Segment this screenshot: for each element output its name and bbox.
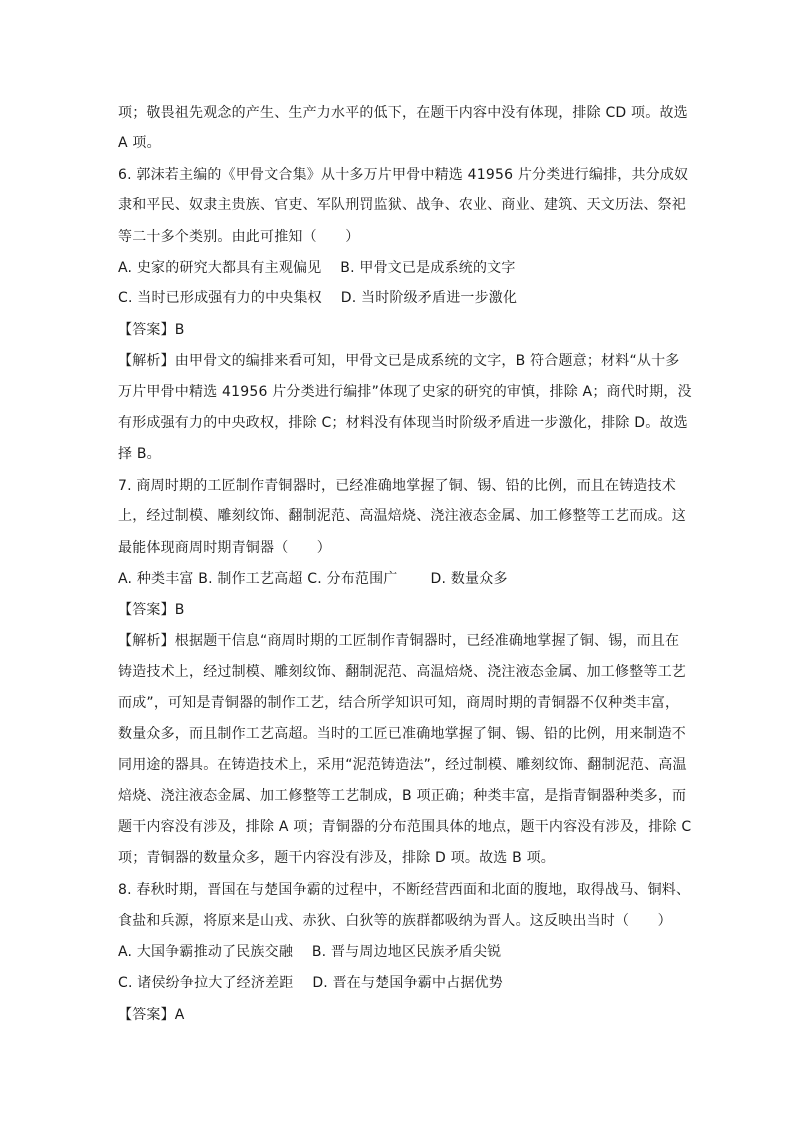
answer-label: 【答案】B — [118, 322, 185, 338]
question-7-stem: 7. 商周时期的工匠制作青铜器时，已经准确地掌握了铜、锡、铅的比例，而且在铸造技术 — [118, 478, 677, 494]
question-8-options: C. 诸侯纷争拉大了经济差距 D. 晋在与楚国争霸中占据优势 — [118, 975, 504, 991]
analysis-text: 数量众多，而且制作工艺高超。当时的工匠已准确地掌握了铜、锡、铅的比例，用来制造不 — [118, 726, 686, 742]
question-7-options: A. 种类丰富 B. 制作工艺高超 C. 分布范围广 D. 数量众多 — [118, 571, 508, 587]
answer-label: 【答案】A — [118, 1007, 185, 1023]
question-6-stem: 等二十多个类别。由此可推知（ ） — [118, 229, 360, 245]
question-8-stem: 食盐和兵源，将原来是山戎、赤狄、白狄等的族群都吸纳为晋人。这反映出当时（ ） — [118, 913, 672, 929]
question-7-stem: 上，经过制模、雕刻纹饰、翻制泥范、高温焙烧、浇注液态金属、加工修整等工艺而成。这 — [118, 508, 686, 524]
analysis-text: 择 B。 — [118, 446, 161, 462]
text-line: 项；敬畏祖先观念的产生、生产力水平的低下，在题干内容中没有体现，排除 CD 项。故选 — [118, 105, 688, 121]
answer-label: 【答案】B — [118, 602, 185, 618]
analysis-text: 同用途的器具。在铸造技术上，采用“泥范铸造法”，经过制模、雕刻纹饰、翻制泥范、高温 — [118, 757, 687, 773]
analysis-text: 而成”，可知是青铜器的制作工艺，结合所学知识可知，商周时期的青铜器不仅种类丰富， — [118, 695, 680, 711]
question-7-stem: 最能体现商周时期青铜器（ ） — [118, 540, 331, 556]
analysis-text: 焙烧、浇注液态金属、加工修整等工艺制成，B 项正确；种类丰富，是指青铜器种类多，而 — [118, 788, 687, 804]
question-6-options: A. 史家的研究大都具有主观偏见 B. 甲骨文已是成系统的文字 — [118, 260, 516, 276]
analysis-text: 【解析】由甲骨文的编排来看可知，甲骨文已是成系统的文字，B 符合题意；材料“从十多 — [118, 353, 680, 369]
analysis-text: 万片甲骨中精选 41956 片分类进行编排”体现了史家的研究的审慎，排除 A；商代时期，没 — [118, 384, 692, 400]
question-8-options: A. 大国争霸推动了民族交融 B. 晋与周边地区民族矛盾尖锐 — [118, 944, 502, 960]
question-8-stem: 8. 春秋时期，晋国在与楚国争霸的过程中，不断经营西面和北面的腹地，取得战马、铜料、 — [118, 882, 691, 898]
analysis-text: 铸造技术上，经过制模、雕刻纹饰、翻制泥范、高温焙烧、浇注液态金属、加工修整等工艺 — [118, 664, 686, 680]
analysis-text: 题干内容没有涉及，排除 A 项；青铜器的分布范围具体的地点，题干内容没有涉及，排除 C — [118, 819, 692, 835]
analysis-text: 【解析】根据题干信息“商周时期的工匠制作青铜器时，已经准确地掌握了铜、锡，而且在 — [118, 633, 680, 649]
analysis-text: 项；青铜器的数量众多，题干内容没有涉及，排除 D 项。故选 B 项。 — [118, 850, 555, 866]
text-line: A 项。 — [118, 135, 161, 151]
question-6-options: C. 当时已形成强有力的中央集权 D. 当时阶级矛盾进一步激化 — [118, 290, 518, 306]
analysis-text: 有形成强有力的中央政权，排除 C；材料没有体现当时阶级矛盾进一步激化，排除 D。故选 — [118, 415, 688, 431]
question-6-stem: 隶和平民、奴隶主贵族、官吏、军队刑罚监狱、战争、农业、商业、建筑、天文历法、祭祀 — [118, 197, 686, 213]
question-6-stem: 6. 郭沫若主编的《甲骨文合集》从十多万片甲骨中精选 41956 片分类进行编排，共分成奴 — [118, 167, 689, 183]
